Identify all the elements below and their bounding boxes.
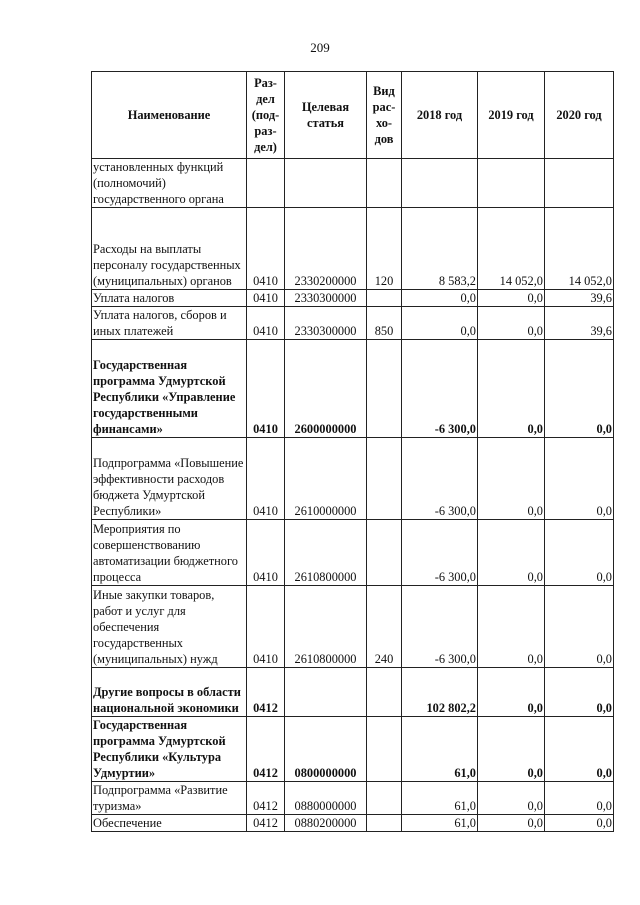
row-2018: -6 300,0 [402,586,478,668]
table-row [92,340,614,438]
row-name: Обеспечение [92,815,247,832]
row-target: 2610800000 [285,586,367,668]
row-section: 0410 [247,586,285,668]
table-row [92,520,614,586]
row-target: 0880200000 [285,815,367,832]
row-name: Подпрограмма «Развитие туризма» [92,782,247,815]
row-type [367,438,402,520]
row-2019: 0,0 [478,520,545,586]
header-row [92,72,614,159]
table-row [92,159,614,208]
row-2018: 0,0 [402,290,478,307]
header-2020: 2020 год [545,72,614,159]
row-2018: 8 583,2 [402,208,478,290]
row-2018: -6 300,0 [402,520,478,586]
header-target: Целевая статья [285,72,367,159]
row-type [367,290,402,307]
row-name: Уплата налогов [92,290,247,307]
row-name: Государственная программа Удмуртской Республики «Управление государственными финансами» [92,340,247,438]
row-2018: 61,0 [402,815,478,832]
table-row [92,782,614,815]
page-number: 209 [310,40,330,55]
row-section: 0412 [247,782,285,815]
row-target: 2330300000 [285,290,367,307]
row-target: 0880000000 [285,782,367,815]
row-2020: 0,0 [545,438,614,520]
row-section: 0410 [247,438,285,520]
row-type [367,782,402,815]
row-name: Мероприятия по совершенствованию автоматизации бюджетного процесса [92,520,247,586]
row-name: Другие вопросы в области национальной экономики [92,668,247,717]
header-name: Наименование [92,72,247,159]
row-2018: 61,0 [402,717,478,782]
row-section: 0410 [247,290,285,307]
table-row [92,668,614,717]
row-2018: 102 802,2 [402,668,478,717]
row-type: 120 [367,208,402,290]
row-target: 2610000000 [285,438,367,520]
row-2020: 39,6 [545,307,614,340]
table-row [92,290,614,307]
row-2020: 0,0 [545,586,614,668]
row-type: 240 [367,586,402,668]
row-2020: 39,6 [545,290,614,307]
row-2020: 0,0 [545,520,614,586]
row-target: 2330300000 [285,307,367,340]
table-row [92,717,614,782]
row-2018: 0,0 [402,307,478,340]
row-target: 2610800000 [285,520,367,586]
row-2019: 0,0 [478,307,545,340]
row-section: 0412 [247,668,285,717]
header-2018: 2018 год [402,72,478,159]
row-2019: 0,0 [478,815,545,832]
row-type [367,668,402,717]
row-2018: -6 300,0 [402,438,478,520]
row-name: Иные закупки товаров, работ и услуг для обеспечения государственных (муниципальных) нужд [92,586,247,668]
table-row [92,586,614,668]
row-2018: -6 300,0 [402,340,478,438]
table-row [92,208,614,290]
row-2019: 0,0 [478,586,545,668]
row-section: 0412 [247,717,285,782]
table-row [92,815,614,832]
row-section: 0410 [247,340,285,438]
row-name: Подпрограмма «Повышение эффективности расходов бюджета Удмуртской Республики» [92,438,247,520]
row-section: 0410 [247,520,285,586]
row-type: 850 [367,307,402,340]
row-type [367,717,402,782]
header-section: Раз- дел (под- раз- дел) [247,72,285,159]
row-target: 0800000000 [285,717,367,782]
row-2020: 0,0 [545,782,614,815]
row-2019: 0,0 [478,717,545,782]
row-type [367,340,402,438]
row-target [285,668,367,717]
row-2020 [545,159,614,208]
budget-table [91,71,614,832]
row-name: установленных функций (полномочий) государственного органа [92,159,247,208]
table-row [92,307,614,340]
header-expense-type: Вид рас- хо- дов [367,72,402,159]
row-2019: 0,0 [478,668,545,717]
row-2020: 0,0 [545,717,614,782]
row-2019 [478,159,545,208]
row-2019: 0,0 [478,782,545,815]
row-2018 [402,159,478,208]
row-type [367,159,402,208]
row-type [367,815,402,832]
row-section: 0410 [247,208,285,290]
row-2020: 0,0 [545,340,614,438]
row-section: 0410 [247,307,285,340]
row-section: 0412 [247,815,285,832]
row-type [367,520,402,586]
row-target: 2600000000 [285,340,367,438]
row-2020: 0,0 [545,815,614,832]
row-name: Государственная программа Удмуртской Республики «Культура Удмуртии» [92,717,247,782]
row-2019: 0,0 [478,438,545,520]
row-name: Уплата налогов, сборов и иных платежей [92,307,247,340]
row-2018: 61,0 [402,782,478,815]
row-2019: 0,0 [478,340,545,438]
row-2020: 0,0 [545,668,614,717]
row-2019: 14 052,0 [478,208,545,290]
row-2019: 0,0 [478,290,545,307]
row-section [247,159,285,208]
header-2019: 2019 год [478,72,545,159]
row-2020: 14 052,0 [545,208,614,290]
row-target: 2330200000 [285,208,367,290]
row-name: Расходы на выплаты персоналу государственных (муниципальных) органов [92,208,247,290]
table-row [92,438,614,520]
row-target [285,159,367,208]
